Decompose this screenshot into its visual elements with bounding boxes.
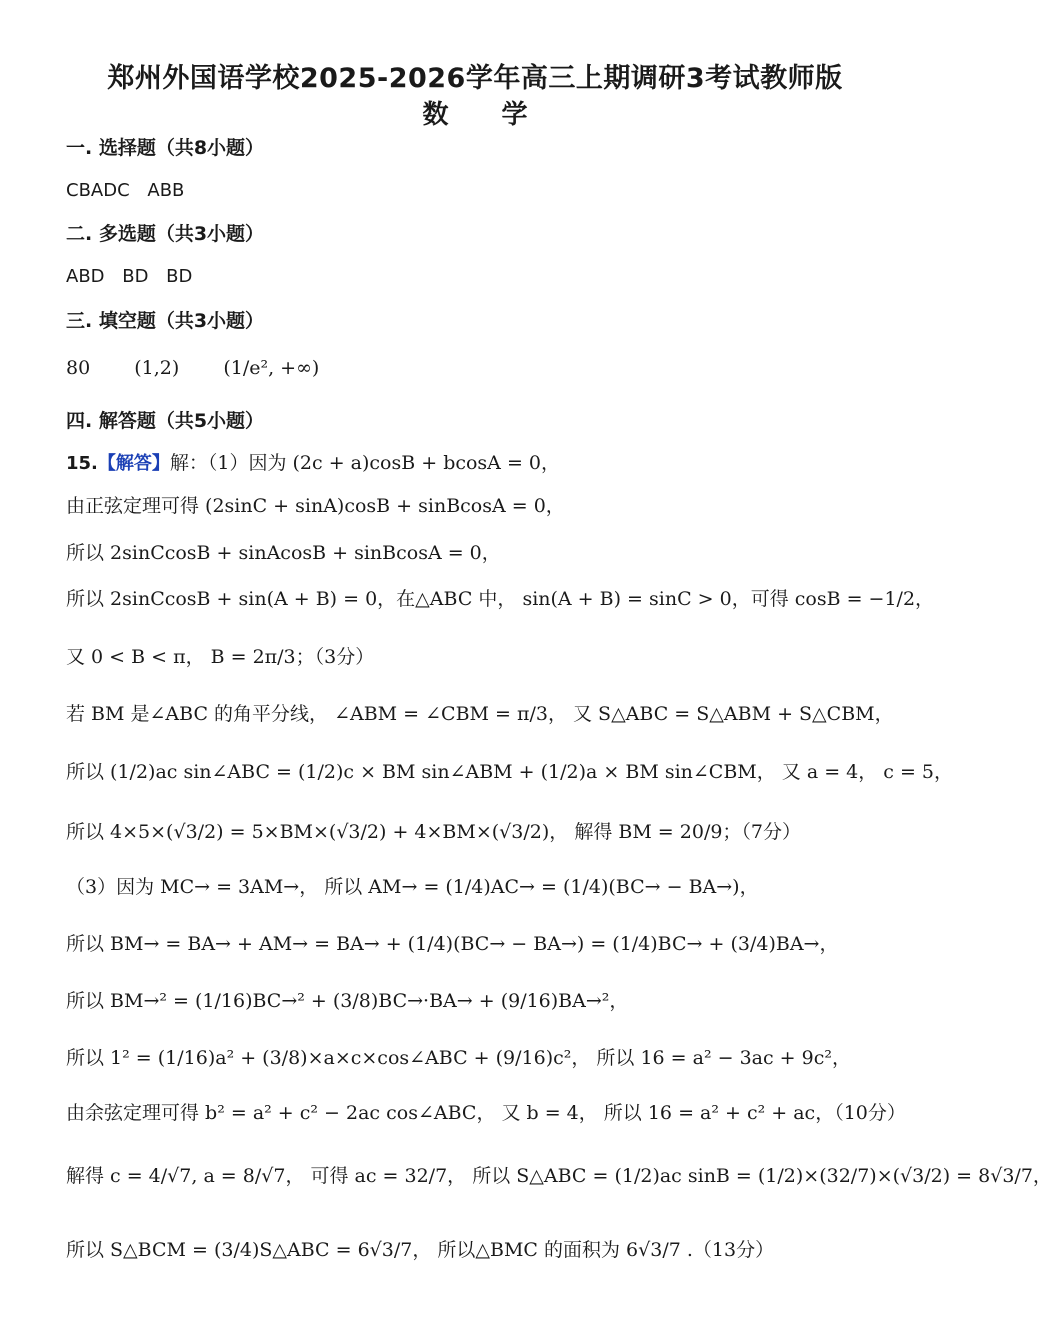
- solution-line-7: 所以 (1/2)ac sin∠ABC = (1/2)c × BM sin∠ABM + (1/2)a × BM sin∠CBM， 又 a = 4， c = 5，: [66, 761, 954, 783]
- section-choice-title: 一. 选择题（共8小题）: [66, 137, 265, 159]
- section-fill-answers: [66, 354, 357, 382]
- solution-line-4: 所以 2sinCcosB + sin(A + B) = 0，在△ABC 中， sin(A + B) = sinC > 0，可得 cosB = −1/2，: [66, 588, 935, 610]
- fill-answer-2: (1,2): [134, 357, 180, 379]
- solution-line-13: 由余弦定理可得 b² = a² + c² − 2ac cos∠ABC， 又 b = 4， 所以 16 = a² + c² + ac，（10分）: [66, 1102, 906, 1124]
- page-title: 郑州外国语学校2025-2026学年高三上期调研3考试教师版: [107, 63, 843, 94]
- solution-line-11: 所以 BM→² = (1/16)BC→² + (3/8)BC→·BA→ + (9/16)BA→²，: [66, 990, 629, 1012]
- solution-line-8: 所以 4×5×(√3/2) = 5×BM×(√3/2) + 4×BM×(√3/2)， 解得 BM = 20/9；（7分）: [66, 821, 802, 843]
- solution-line-6: 若 BM 是∠ABC 的角平分线， ∠ABM = ∠CBM = π/3， 又 S△ABC = S△ABM + S△CBM，: [66, 703, 894, 725]
- section-choice-answers: CBADC ABB: [66, 180, 185, 201]
- section-multi-title: 二. 多选题（共3小题）: [66, 223, 265, 245]
- subject-title: 数 学: [422, 100, 550, 130]
- solution-line-15: 所以 S△BCM = (3/4)S△ABC = 6√3/7， 所以△BMC 的面积为 6√3/7 .（13分）: [66, 1239, 775, 1261]
- solution-line-10: 所以 BM→ = BA→ + AM→ = BA→ + (1/4)(BC→ − BA→) = (1/4)BC→ + (3/4)BA→，: [66, 933, 839, 955]
- solution-line-3: 所以 2sinCcosB + sinAcosB + sinBcosA = 0，: [66, 542, 501, 564]
- fill-answer-1: 80: [66, 357, 91, 379]
- solution-line-5: 又 0 < B < π， B = 2π/3；（3分）: [66, 646, 375, 668]
- section-answer-title: 四. 解答题（共5小题）: [66, 410, 265, 432]
- solution-line-12: 所以 1² = (1/16)a² + (3/8)×a×c×cos∠ABC + (9/16)c²， 所以 16 = a² − 3ac + 9c²，: [66, 1047, 851, 1069]
- solution-text-1: 解：（1）因为 (2c + a)cosB + bcosA = 0，: [169, 452, 560, 474]
- question-number: 15.: [66, 453, 98, 474]
- section-multi-answers: ABD BD BD: [66, 266, 193, 287]
- solution-line-14: 解得 c = 4/√7, a = 8/√7， 可得 ac = 32/7， 所以 S△ABC = (1/2)ac sinB = (1/2)×(32/7)×(√3/2) = 8√3/7，: [66, 1165, 1052, 1187]
- section-fill-title: 三. 填空题（共3小题）: [66, 310, 265, 332]
- solution-line-1: [66, 449, 560, 478]
- solution-line-2: 由正弦定理可得 (2sinC + sinA)cosB + sinBcosA = 0，: [66, 495, 565, 517]
- fill-answer-3: (1/e², +∞): [223, 357, 320, 379]
- answer-tag: 【解答】: [97, 453, 170, 474]
- solution-line-9: （3）因为 MC→ = 3AM→， 所以 AM→ = (1/4)AC→ = (1/4)(BC→ − BA→)，: [66, 876, 759, 898]
